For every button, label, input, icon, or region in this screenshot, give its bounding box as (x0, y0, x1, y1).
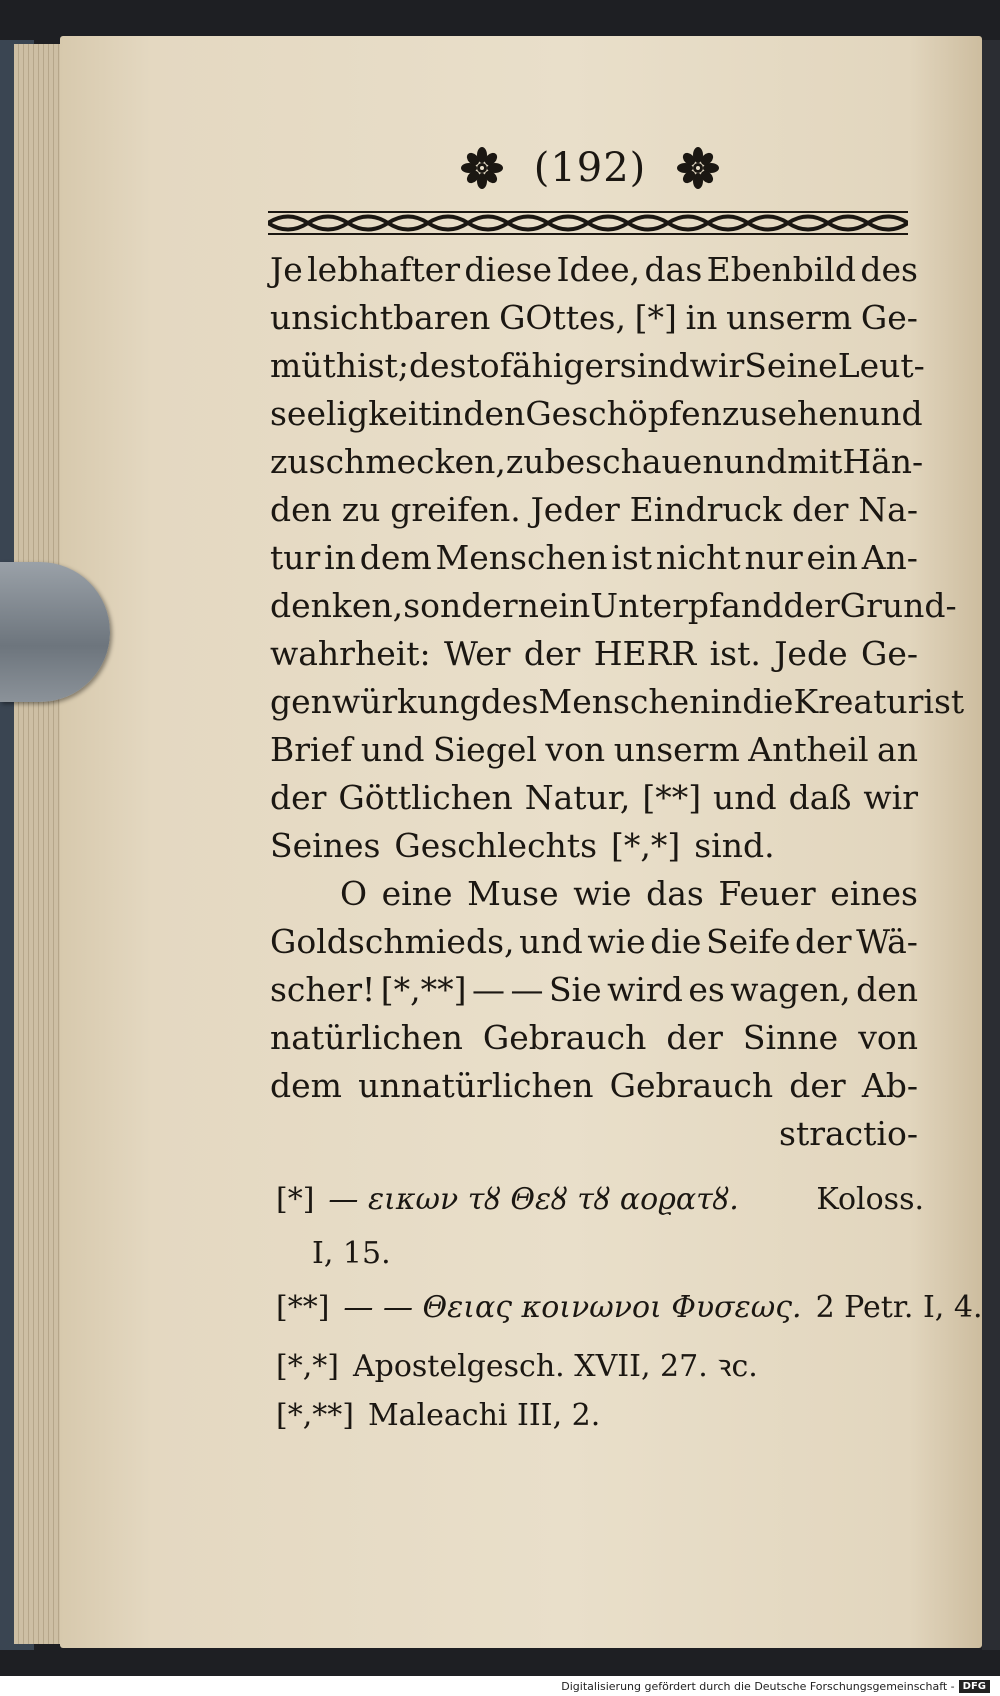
word: Wer (444, 634, 511, 673)
word: Sinne (742, 1018, 839, 1057)
word: — (471, 970, 505, 1009)
word: lebhafter (307, 250, 461, 289)
body-text (270, 250, 965, 1162)
word: Ge- (860, 298, 918, 337)
word: den (463, 394, 526, 433)
word: sondern (403, 586, 539, 625)
word: wir (863, 778, 918, 817)
text-line (270, 634, 918, 682)
word: zu (270, 442, 309, 481)
word: und (859, 394, 923, 433)
word: und (713, 778, 777, 817)
word: wagen, (730, 970, 851, 1009)
text-line (270, 682, 965, 730)
word: [*,**] (380, 970, 467, 1009)
footnote-marker: [*,**] (276, 1398, 354, 1433)
word: diese (464, 250, 553, 289)
word: die (742, 682, 794, 721)
rosette-icon (676, 146, 720, 190)
text-line (270, 490, 918, 538)
word: das (644, 250, 703, 289)
footnote (276, 1236, 924, 1290)
footnote-text: I, 15. (312, 1236, 391, 1271)
dfg-logo: DFG (959, 1680, 990, 1693)
word: und (360, 730, 425, 769)
word: ein (806, 538, 858, 577)
word: ist; (357, 346, 409, 385)
word: genwürkung (270, 682, 481, 721)
word: zu (505, 442, 545, 481)
text-line (270, 1066, 918, 1114)
word: Muse (467, 874, 559, 913)
word: Ebenbild (706, 250, 856, 289)
word: Natur, (524, 778, 631, 817)
word: sind. (694, 826, 775, 865)
word: Gebrauch (482, 1018, 647, 1057)
word: der (523, 634, 581, 673)
text-line (270, 298, 918, 346)
word: [*] (634, 298, 677, 337)
word: der (791, 490, 849, 529)
word: unsichtbaren (270, 298, 491, 337)
word: Wä- (856, 922, 918, 961)
word: Seine (744, 346, 838, 385)
word: und (723, 442, 788, 481)
word: wie (573, 874, 632, 913)
word: Eindruck (629, 490, 783, 529)
word: An- (861, 538, 918, 577)
text-line (270, 538, 918, 586)
page-header (440, 138, 740, 198)
word: nicht (655, 538, 741, 577)
text-line (270, 970, 918, 1018)
credit-text: Digitalisierung gefördert durch die Deutsche Forschungsgemeinschaft - (561, 1679, 955, 1693)
word: wir (689, 346, 745, 385)
word: ein (538, 586, 591, 625)
word: schmecken, (308, 442, 506, 481)
footnote-text: Apostelgesch. XVII, 27. ꝛc. (352, 1349, 758, 1384)
word: denken, (270, 586, 404, 625)
word: Siegel (433, 730, 537, 769)
word: Kreatur (793, 682, 924, 721)
word: tur (270, 538, 321, 577)
word: von (858, 1018, 918, 1057)
text-line (270, 874, 918, 922)
word: Ab- (861, 1066, 918, 1105)
word: Sie (548, 970, 602, 1009)
word: Leut- (837, 346, 925, 385)
word: das (646, 874, 704, 913)
ornamental-rule (268, 206, 908, 240)
text-line (270, 346, 925, 394)
word: in (710, 682, 743, 721)
word: in (324, 538, 356, 577)
word: mit (787, 442, 843, 481)
word: O (340, 874, 368, 913)
word: dem (359, 538, 432, 577)
footnote (276, 1182, 924, 1236)
word: Seines (270, 826, 381, 865)
word: Geschlechts (394, 826, 597, 865)
word: Hän- (842, 442, 924, 481)
word: des (480, 682, 539, 721)
text-line (270, 730, 918, 778)
word: und (519, 922, 583, 961)
word: müth (270, 346, 358, 385)
word: ist. (709, 634, 761, 673)
word: den (856, 970, 918, 1009)
word: sehen (760, 394, 860, 433)
text-line (270, 1114, 918, 1162)
word: Unterpfand (590, 586, 784, 625)
page-number: (192) (533, 145, 647, 191)
text-line (270, 922, 918, 970)
word: es (688, 970, 725, 1009)
word: ist (611, 538, 653, 577)
word: Menschen (435, 538, 608, 577)
word: greifen. (390, 490, 521, 529)
word: beschauen (544, 442, 724, 481)
footnote (276, 1290, 983, 1344)
word: nur (744, 538, 803, 577)
word: Jeder (530, 490, 620, 529)
word: unnatürlichen (358, 1066, 594, 1105)
word: HERR (593, 634, 697, 673)
word: GOttes, (499, 298, 626, 337)
footnote-ref: 2 Petr. I, 4. (815, 1290, 983, 1325)
word: Je (270, 250, 303, 289)
text-line (270, 586, 957, 634)
word: Gebrauch (609, 1066, 774, 1105)
word: Jede (774, 634, 848, 673)
word: der (789, 1066, 846, 1105)
word: Goldschmieds, (270, 922, 515, 961)
text-line (270, 1018, 918, 1066)
word: fähiger (499, 346, 620, 385)
word: eines (830, 874, 918, 913)
word: der (270, 778, 327, 817)
text-line (270, 442, 924, 490)
word: scher! (270, 970, 376, 1009)
word: zu (341, 490, 381, 529)
footnote-marker: [*] (276, 1182, 315, 1217)
word: stractio- (779, 1114, 918, 1153)
word: sind (619, 346, 690, 385)
word: Antheil (748, 730, 869, 769)
rosette-icon (460, 146, 504, 190)
footnote (276, 1344, 924, 1398)
word: unserm (613, 730, 740, 769)
word: natürlichen (270, 1018, 463, 1057)
text-line (270, 778, 918, 826)
word: der (795, 922, 852, 961)
word: der (783, 586, 840, 625)
text-line (270, 394, 923, 442)
footnotes (276, 1182, 983, 1452)
word: den (270, 490, 332, 529)
word: Göttlichen (338, 778, 513, 817)
word: Brief (270, 730, 353, 769)
word: Grund- (839, 586, 957, 625)
book-cover-right (982, 40, 1000, 1650)
word: in (431, 394, 464, 433)
footnote-text: Maleachi III, 2. (367, 1398, 601, 1433)
word: Seife (706, 922, 791, 961)
word: an (877, 730, 918, 769)
footnote (276, 1398, 924, 1452)
word: — (510, 970, 544, 1009)
word: von (545, 730, 606, 769)
word: Na- (858, 490, 918, 529)
word: wird (607, 970, 683, 1009)
footnote-ref: Koloss. (816, 1182, 924, 1217)
word: wahrheit: (270, 634, 431, 673)
digitization-credit (561, 1678, 990, 1694)
word: zu (721, 394, 761, 433)
word: Menschen (538, 682, 711, 721)
word: daß (788, 778, 852, 817)
word: des (860, 250, 918, 289)
text-line (270, 826, 918, 874)
footnote-marker: [*,*] (276, 1349, 339, 1384)
text-line (270, 250, 918, 298)
word: ist (923, 682, 965, 721)
word: Geschöpfen (525, 394, 722, 433)
word: dem (270, 1066, 342, 1105)
word: Feuer (718, 874, 816, 913)
word: wie (587, 922, 646, 961)
word: der (666, 1018, 723, 1057)
word: seeligkeit (270, 394, 432, 433)
word: die (650, 922, 702, 961)
word: Ge- (860, 634, 918, 673)
footnote-marker: [**] (276, 1290, 330, 1325)
footnote-text: — — Θειας κοινωνοι Φυσεως. (343, 1290, 802, 1325)
word: [*,*] (611, 826, 681, 865)
word: eine (381, 874, 453, 913)
word: unserm (726, 298, 853, 337)
word: in (685, 298, 718, 337)
word: [**] (642, 778, 702, 817)
word: Idee, (556, 250, 641, 289)
word: desto (408, 346, 500, 385)
footnote-text: — εικων τȣ Θεȣ τȣ αοϱατȣ. (328, 1182, 739, 1217)
